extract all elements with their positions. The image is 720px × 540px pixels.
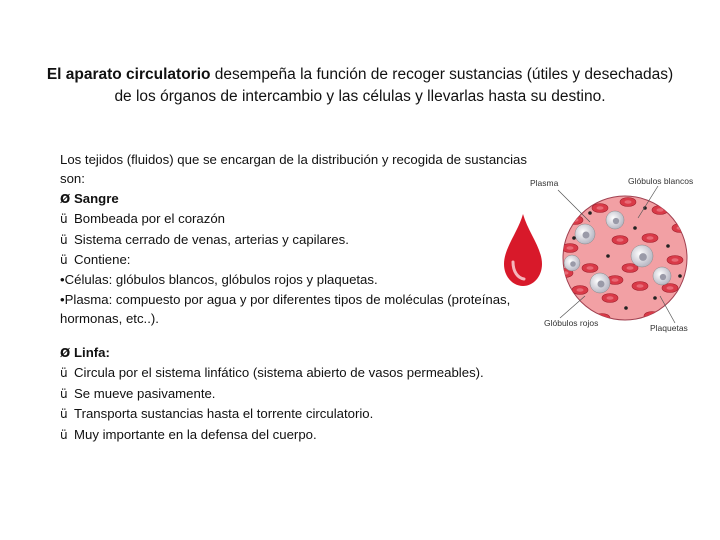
check-bullet-icon: ü bbox=[60, 212, 68, 227]
white-cells-label: Glóbulos blancos bbox=[628, 176, 694, 186]
check-bullet-icon: ü bbox=[60, 253, 68, 268]
check-bullet-icon: ü bbox=[60, 366, 68, 381]
intro-rest: desempeña la función de recoger sustancias (útiles y desechadas) de los órganos de intercambio y las células y llevarlas hasta su destino. bbox=[114, 66, 674, 105]
intro-paragraph bbox=[40, 64, 680, 108]
blood-section bbox=[60, 150, 530, 329]
red-cell-center bbox=[612, 278, 619, 282]
white-cell-nucleus bbox=[613, 218, 619, 224]
dot-bullet-icon: • bbox=[60, 291, 65, 307]
red-cell-center bbox=[637, 284, 644, 288]
red-cell-center bbox=[627, 266, 634, 270]
platelet bbox=[678, 274, 682, 278]
list-item: ü Muy importante en la defensa del cuerpo. bbox=[60, 425, 540, 445]
lymph-heading: Ø Linfa: bbox=[60, 343, 540, 363]
list-item: ü Circula por el sistema linfático (sistema abierto de vasos permeables). bbox=[60, 363, 540, 383]
lymph-section bbox=[60, 343, 540, 445]
red-cell-center bbox=[567, 246, 574, 250]
list-item: ü Transporta sustancias hasta el torrente circulatorio. bbox=[60, 404, 540, 424]
check-bullet-icon: ü bbox=[60, 386, 68, 401]
red-cell-center bbox=[587, 266, 594, 270]
white-cell-nucleus bbox=[639, 253, 647, 261]
blood-cells-illustration bbox=[530, 168, 715, 338]
red-cell-center bbox=[597, 206, 604, 210]
red-cells-label: Glóbulos rojos bbox=[544, 318, 599, 328]
platelet bbox=[624, 306, 628, 310]
red-cell-center bbox=[577, 288, 584, 292]
lead-text: Los tejidos (fluidos) que se encargan de la distribución y recogida de sustancias son: bbox=[60, 152, 527, 187]
list-item: ü Contiene: bbox=[60, 250, 530, 270]
red-cell-center bbox=[682, 302, 689, 306]
red-cell-center bbox=[672, 258, 679, 262]
white-cell-nucleus bbox=[660, 274, 666, 280]
platelets-label: Plaquetas bbox=[650, 323, 688, 333]
blood-cells-diagram bbox=[530, 168, 715, 338]
red-cell-center bbox=[607, 296, 614, 300]
red-cell bbox=[677, 300, 693, 309]
arrow-bullet-icon: Ø bbox=[60, 346, 71, 360]
red-cell-center bbox=[617, 238, 624, 242]
arrow-bullet-icon: Ø bbox=[60, 191, 71, 206]
check-bullet-icon: ü bbox=[60, 232, 68, 247]
platelet bbox=[633, 226, 637, 230]
list-item: •Células: glóbulos blancos, glóbulos rojos y plaquetas. bbox=[60, 272, 378, 288]
white-cell-nucleus bbox=[598, 281, 605, 288]
red-cell bbox=[567, 216, 583, 225]
platelet bbox=[580, 304, 584, 308]
platelet bbox=[588, 211, 592, 215]
intro-bold: El aparato circulatorio bbox=[46, 66, 211, 83]
list-item: ü Sistema cerrado de venas, arterias y capilares. bbox=[60, 230, 530, 250]
red-cell-center bbox=[667, 286, 674, 290]
dot-bullet-icon: • bbox=[60, 272, 65, 288]
list-item: •Plasma: compuesto por agua y por diferentes tipos de moléculas (proteínas, hormonas, etc..). bbox=[60, 291, 511, 327]
platelet bbox=[653, 296, 657, 300]
platelet bbox=[666, 244, 670, 248]
list-item: ü Bombeada por el corazón bbox=[60, 209, 530, 229]
red-cell-center bbox=[647, 236, 654, 240]
blood-heading: Ø Sangre bbox=[60, 189, 530, 209]
plasma-label: Plasma bbox=[530, 178, 559, 188]
check-bullet-icon: ü bbox=[60, 407, 68, 422]
platelet bbox=[572, 236, 576, 240]
check-bullet-icon: ü bbox=[60, 427, 68, 442]
platelet bbox=[606, 254, 610, 258]
red-cell bbox=[644, 312, 660, 321]
red-cell-center bbox=[649, 314, 656, 318]
red-cell bbox=[672, 224, 688, 233]
red-cell-center bbox=[625, 200, 632, 204]
white-cell-nucleus bbox=[570, 261, 576, 267]
red-cell-center bbox=[657, 208, 664, 212]
list-item: ü Se mueve pasivamente. bbox=[60, 384, 540, 404]
white-cell-nucleus bbox=[583, 232, 590, 239]
